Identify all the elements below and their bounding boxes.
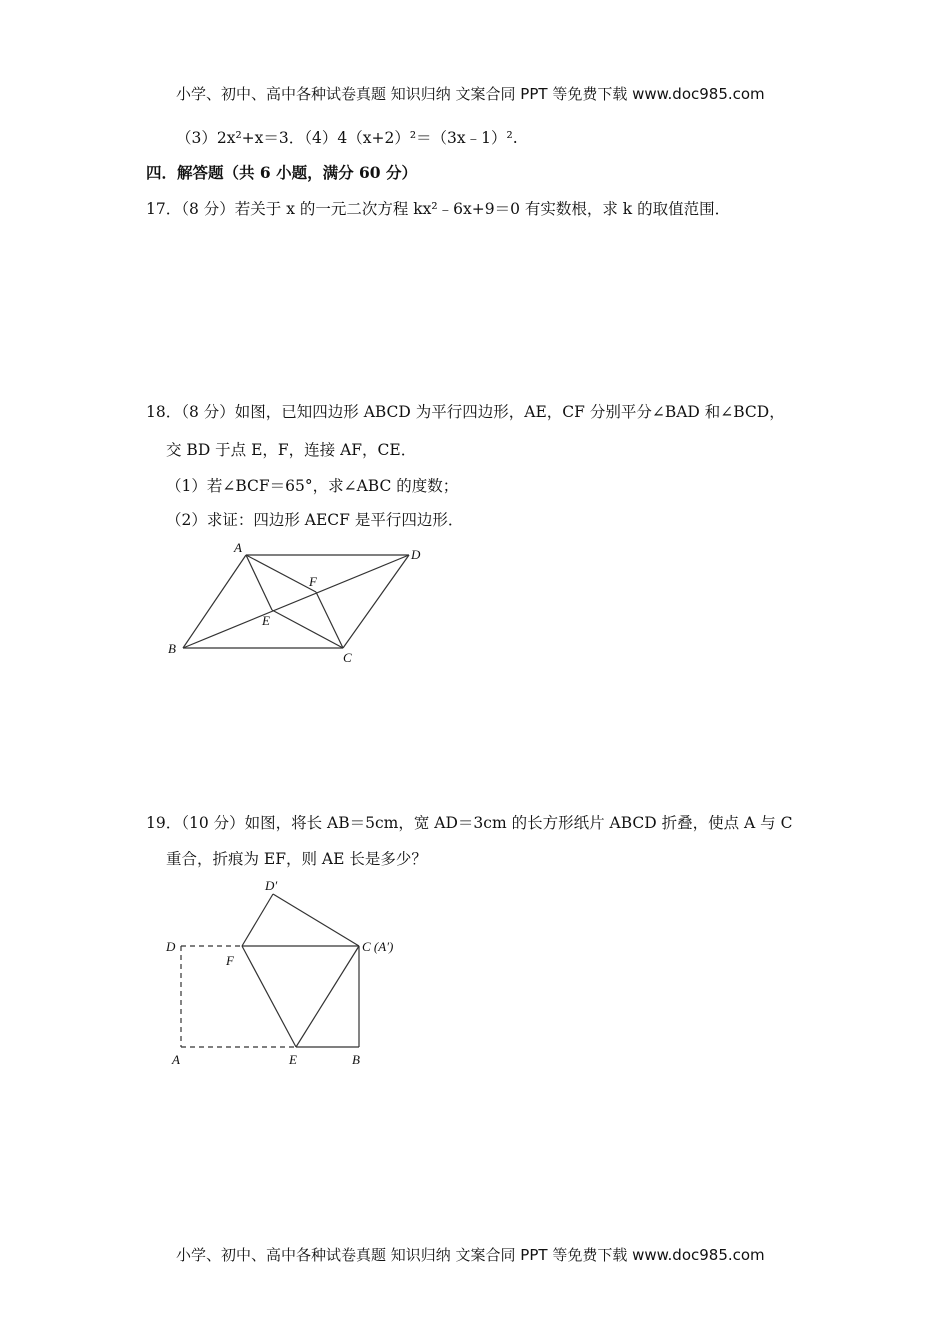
label-e: E (262, 613, 270, 628)
question-19-line1: 19．（10 分）如图，将长 AB＝5cm，宽 AD＝3cm 的长方形纸片 ABCD 折叠，使点 A 与 C (146, 814, 793, 832)
label-c-a-prime: C (A′) (362, 939, 394, 954)
label-c: C (343, 650, 352, 665)
label-d: D (411, 547, 421, 562)
label-d: D (166, 939, 176, 954)
label-f: F (226, 953, 234, 968)
question-18-part1: （1）若∠BCF＝65°，求∠ABC 的度数； (166, 477, 459, 495)
question-18-line2: 交 BD 于点 E，F，连接 AF，CE． (166, 441, 417, 459)
page-footer: 小学、初中、高中各种试卷真题 知识归纳 文案合同 PPT 等免费下载 www.doc985.com (176, 1246, 765, 1264)
question-17: 17．（8 分）若关于 x 的一元二次方程 kx²﹣6x+9＝0 有实数根，求 k 的取值范围． (146, 200, 731, 218)
question-18-line1: 18．（8 分）如图，已知四边形 ABCD 为平行四边形，AE，CF 分别平分∠BAD 和∠BCD， (146, 403, 785, 421)
edge-ce (296, 946, 359, 1047)
edge-d-prime-c (273, 894, 359, 946)
label-d-prime: D′ (265, 878, 278, 893)
page-header: 小学、初中、高中各种试卷真题 知识归纳 文案合同 PPT 等免费下载 www.doc985.com (176, 85, 765, 103)
label-f: F (309, 574, 317, 589)
label-b: B (168, 641, 176, 656)
question-18-part2: （2）求证：四边形 AECF 是平行四边形． (166, 511, 464, 529)
edge-fd-prime (242, 894, 273, 946)
label-e: E (289, 1052, 297, 1067)
label-b: B (352, 1052, 360, 1067)
label-a: A (172, 1052, 180, 1067)
question-16-tail: （3）2x²+x＝3．（4）4（x+2）²＝（3x﹣1）². (176, 129, 518, 147)
question-19-line2: 重合，折痕为 EF，则 AE 长是多少？ (166, 850, 427, 868)
section-title: 四．解答题（共 6 小题，满分 60 分） (146, 163, 417, 182)
crease-fe (242, 946, 296, 1047)
label-a: A (234, 540, 242, 555)
